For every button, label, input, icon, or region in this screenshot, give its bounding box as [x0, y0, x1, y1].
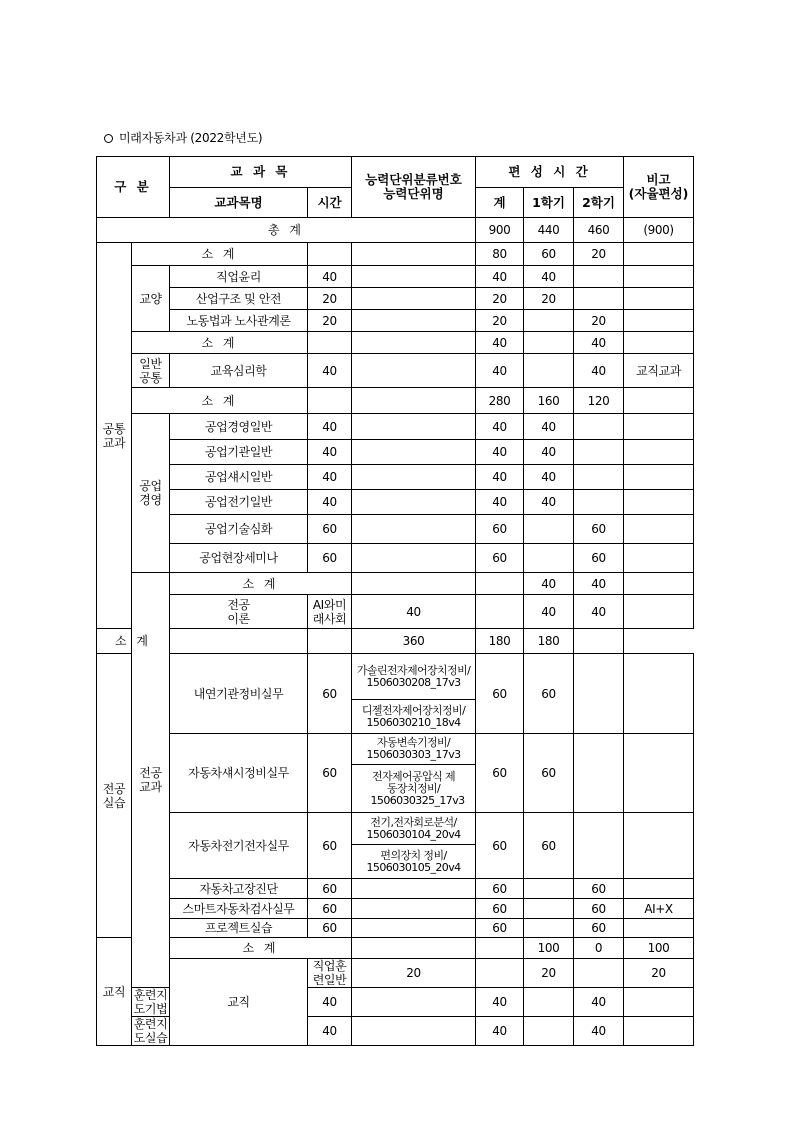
subtotal-row [97, 332, 694, 354]
table-cell [574, 266, 624, 288]
ncs-cell: 편의장치 정비/ 1506030105_20v4 [352, 845, 476, 879]
table-cell: 소 계 [170, 573, 352, 595]
table-row [97, 879, 694, 899]
table-cell: 직업윤리 [170, 266, 308, 288]
table-cell: 40 [574, 354, 624, 388]
table-cell: 60 [308, 544, 352, 573]
table-cell: 60 [524, 734, 574, 813]
table-cell: 40 [308, 490, 352, 515]
table-cell: 40 [476, 354, 524, 388]
header-sem1: 1학기 [524, 188, 574, 218]
table-cell: 120 [574, 388, 624, 414]
empty-cell [624, 879, 694, 899]
empty-cell [624, 440, 694, 465]
table-cell: 60 [574, 899, 624, 919]
table-cell [524, 544, 574, 573]
empty-cell [352, 310, 476, 332]
grand-total-row [97, 218, 694, 243]
subtotal-row [97, 388, 694, 414]
table-cell: 60 [476, 515, 524, 544]
table-cell: 60 [308, 654, 352, 734]
table-cell: 60 [574, 515, 624, 544]
table-cell: 60 [476, 813, 524, 879]
header-remarks-line2: (자율편성) [628, 186, 689, 201]
table-cell: 교육심리학 [170, 354, 308, 388]
table-cell [574, 465, 624, 490]
table-row [97, 734, 694, 765]
table-cell: 40 [476, 465, 524, 490]
table-cell [574, 414, 624, 440]
table-cell: 40 [524, 465, 574, 490]
empty-cell [624, 654, 694, 734]
table-cell: AI+X [624, 899, 694, 919]
table-cell: 60 [308, 515, 352, 544]
table-cell: 공업경영일반 [170, 414, 308, 440]
empty-cell [352, 1017, 476, 1046]
subtotal-row [97, 938, 694, 959]
table-cell: 20 [476, 288, 524, 310]
table-cell: 40 [476, 1017, 524, 1046]
group-teaching: 교직 [170, 959, 308, 1046]
ncs-cell: 전기,전자회로분석/ 1506030104_20v4 [352, 813, 476, 845]
table-cell: 60 [308, 813, 352, 879]
empty-cell [308, 332, 352, 354]
table-cell [574, 813, 624, 879]
table-cell: 자동차섀시정비실무 [170, 734, 308, 813]
group-general: 일반 공통 [132, 354, 170, 388]
table-cell: 40 [308, 440, 352, 465]
empty-cell [624, 288, 694, 310]
table-row [97, 440, 694, 465]
table-cell [574, 440, 624, 465]
header-remarks [624, 157, 694, 218]
title-text: 미래자동차과 (2022학년도) [119, 131, 263, 145]
table-cell: 100 [524, 938, 574, 959]
table-cell: 소 계 [170, 938, 352, 959]
table-cell: 공업섀시일반 [170, 465, 308, 490]
table-cell [524, 899, 574, 919]
empty-cell [352, 938, 476, 959]
table-cell: 0 [574, 938, 624, 959]
category-common: 공통 교과 [97, 243, 132, 629]
group-liberal: 교양 [132, 266, 170, 332]
table-cell: 40 [574, 988, 624, 1017]
empty-cell [170, 629, 308, 654]
table-cell: 40 [524, 595, 574, 629]
empty-cell [624, 813, 694, 879]
table-cell: 40 [308, 414, 352, 440]
empty-cell [624, 1017, 694, 1046]
table-cell: 60 [308, 734, 352, 813]
table-cell [574, 654, 624, 734]
subtotal-row [97, 573, 694, 595]
table-cell: 40 [574, 573, 624, 595]
ncs-cell: 전자제어공압식 제동장치정비/ 1506030325_17v3 [352, 765, 476, 813]
table-cell: 180 [476, 629, 524, 654]
table-row [97, 288, 694, 310]
table-row [97, 490, 694, 515]
table-cell: 교직교과 [624, 354, 694, 388]
empty-cell [352, 440, 476, 465]
table-cell: 100 [624, 938, 694, 959]
table-cell: 40 [524, 266, 574, 288]
table-cell: 360 [352, 629, 476, 654]
table-cell [524, 354, 574, 388]
header-subject-name: 교과목명 [170, 188, 308, 218]
empty-cell [624, 490, 694, 515]
circle-bullet-icon [104, 134, 113, 143]
table-cell: 40 [476, 266, 524, 288]
table-cell: 40 [308, 266, 352, 288]
table-cell [574, 490, 624, 515]
table-cell: 40 [476, 414, 524, 440]
empty-cell [308, 243, 352, 266]
table-cell [574, 288, 624, 310]
empty-cell [308, 629, 352, 654]
table-cell: 20 [308, 310, 352, 332]
table-cell: 스마트자동차검사실무 [170, 899, 308, 919]
empty-cell [624, 243, 694, 266]
table-cell: 40 [352, 595, 476, 629]
table-cell: 60 [308, 879, 352, 899]
table-cell: 180 [524, 629, 574, 654]
table-cell [524, 515, 574, 544]
table-cell: 60 [476, 654, 524, 734]
table-cell: 소 계 [97, 629, 170, 654]
table-cell: 소 계 [132, 332, 308, 354]
table-cell: 40 [574, 332, 624, 354]
empty-cell [352, 288, 476, 310]
empty-cell [624, 465, 694, 490]
table-row [97, 899, 694, 919]
table-row [97, 310, 694, 332]
empty-cell [308, 388, 352, 414]
table-cell: 내연기관정비실무 [170, 654, 308, 734]
table-cell [524, 919, 574, 938]
table-row [97, 354, 694, 388]
grand-total-label: 총 계 [97, 218, 476, 243]
table-cell: 프로젝트실습 [170, 919, 308, 938]
table-cell: 60 [308, 919, 352, 938]
table-cell: 60 [476, 919, 524, 938]
table-cell: 20 [574, 310, 624, 332]
empty-cell [352, 879, 476, 899]
empty-cell [624, 388, 694, 414]
table-cell: 공업전기일반 [170, 490, 308, 515]
header-ncs-line2: 능력단위명 [383, 186, 444, 201]
table-cell: 60 [574, 544, 624, 573]
table-cell: 20 [476, 310, 524, 332]
empty-cell [624, 266, 694, 288]
empty-cell [574, 629, 624, 654]
empty-cell [624, 414, 694, 440]
table-cell: 60 [476, 734, 524, 813]
header-gubun: 구 분 [97, 157, 170, 218]
grand-total-sem2: 460 [574, 218, 624, 243]
table-row [97, 414, 694, 440]
table-cell: 60 [524, 813, 574, 879]
table-cell: 20 [352, 959, 476, 988]
table-cell [574, 959, 624, 988]
table-cell: 자동차전기전자실무 [170, 813, 308, 879]
curriculum-table [96, 156, 694, 1046]
table-cell [524, 879, 574, 899]
table-row [97, 266, 694, 288]
table-cell: 40 [524, 573, 574, 595]
empty-cell [352, 490, 476, 515]
table-cell: 자동차고장진단 [170, 879, 308, 899]
empty-cell [352, 544, 476, 573]
table-cell: 60 [524, 654, 574, 734]
table-cell: 훈련지도실습 [132, 1017, 170, 1046]
table-cell: 60 [308, 899, 352, 919]
empty-cell [352, 354, 476, 388]
table-cell: 60 [574, 879, 624, 899]
table-cell: 훈련지도기법 [132, 988, 170, 1017]
table-row [97, 544, 694, 573]
table-cell: 60 [524, 243, 574, 266]
table-row [97, 959, 694, 988]
header-ncs-line1: 능력단위분류번호 [365, 172, 462, 187]
header-sem2: 2학기 [574, 188, 624, 218]
empty-cell [352, 266, 476, 288]
empty-cell [624, 734, 694, 813]
empty-cell [352, 515, 476, 544]
table-cell: 공업기술심화 [170, 515, 308, 544]
empty-cell [624, 988, 694, 1017]
empty-cell [624, 332, 694, 354]
table-cell: 노동법과 노사관계론 [170, 310, 308, 332]
subtotal-row [97, 629, 694, 654]
empty-cell [624, 515, 694, 544]
table-cell: 60 [574, 919, 624, 938]
empty-cell [476, 959, 524, 988]
table-cell [624, 573, 694, 595]
table-cell: 40 [476, 988, 524, 1017]
group-theory: 전공 이론 [170, 595, 308, 629]
header-schedule: 편 성 시 간 [476, 157, 624, 188]
header-total: 계 [476, 188, 524, 218]
table-cell [574, 734, 624, 813]
empty-cell [352, 332, 476, 354]
table-cell: 40 [476, 332, 524, 354]
table-cell: 40 [308, 465, 352, 490]
table-cell: 40 [476, 490, 524, 515]
header-hours: 시간 [308, 188, 352, 218]
ncs-cell: 디젤전자제어장치정비/ 1506030210_18v4 [352, 700, 476, 734]
header-ncs [352, 157, 476, 218]
table-cell: 산업구조 및 안전 [170, 288, 308, 310]
empty-cell [476, 573, 524, 595]
empty-cell [352, 465, 476, 490]
table-cell: 직업훈련일반 [308, 959, 352, 988]
document-title [104, 129, 262, 146]
grand-total-remarks: (900) [624, 218, 694, 243]
grand-total-sem1: 440 [524, 218, 574, 243]
table-cell: 280 [476, 388, 524, 414]
table-cell: 소 계 [132, 388, 308, 414]
table-cell: 60 [476, 544, 524, 573]
table-cell: 20 [308, 288, 352, 310]
group-practice: 전공 실습 [97, 654, 132, 938]
table-row [97, 654, 694, 700]
table-cell: 40 [524, 490, 574, 515]
empty-cell [476, 938, 524, 959]
table-row [97, 813, 694, 845]
table-row [97, 919, 694, 938]
empty-cell [352, 988, 476, 1017]
table-cell: 60 [476, 879, 524, 899]
table-cell: 20 [624, 959, 694, 988]
empty-cell [476, 595, 524, 629]
table-cell: 공업기관일반 [170, 440, 308, 465]
category-teaching: 교직 [97, 938, 132, 1046]
empty-cell [352, 414, 476, 440]
table-cell: 40 [524, 414, 574, 440]
header-remarks-line1: 비고 [646, 172, 671, 187]
table-cell: 60 [476, 899, 524, 919]
table-cell: 40 [308, 1017, 352, 1046]
ncs-cell: 자동변속기정비/ 1506030303_17v3 [352, 734, 476, 765]
table-cell: 20 [574, 243, 624, 266]
empty-cell [624, 919, 694, 938]
table-cell [524, 988, 574, 1017]
table-cell: 40 [308, 354, 352, 388]
table-row [97, 595, 694, 629]
table-cell: 공업현장세미나 [170, 544, 308, 573]
grand-total-total: 900 [476, 218, 524, 243]
table-cell: 40 [308, 988, 352, 1017]
empty-cell [352, 243, 476, 266]
table-cell: 40 [574, 1017, 624, 1046]
table-row [97, 465, 694, 490]
table-cell: AI와미래사회 [308, 595, 352, 629]
table-cell: 40 [476, 440, 524, 465]
table-cell: 40 [574, 595, 624, 629]
table-cell: 20 [524, 288, 574, 310]
table-cell [524, 310, 574, 332]
ncs-cell: 가솔린전자제어장치정비/ 1506030208_17v3 [352, 654, 476, 700]
table-cell: 40 [524, 440, 574, 465]
category-major: 전공 교과 [132, 573, 170, 988]
table-cell: 20 [524, 959, 574, 988]
empty-cell [352, 573, 476, 595]
group-industry: 공업 경영 [132, 414, 170, 573]
table-cell [524, 1017, 574, 1046]
table-cell: 80 [476, 243, 524, 266]
table-cell [524, 332, 574, 354]
subtotal-row [97, 243, 694, 266]
subtotal-label: 소 계 [132, 243, 308, 266]
empty-cell [352, 899, 476, 919]
empty-cell [352, 919, 476, 938]
table-cell [624, 595, 694, 629]
table-row [97, 515, 694, 544]
table-cell: 160 [524, 388, 574, 414]
empty-cell [624, 544, 694, 573]
empty-cell [352, 388, 476, 414]
header-subjects: 교 과 목 [170, 157, 352, 188]
empty-cell [624, 310, 694, 332]
